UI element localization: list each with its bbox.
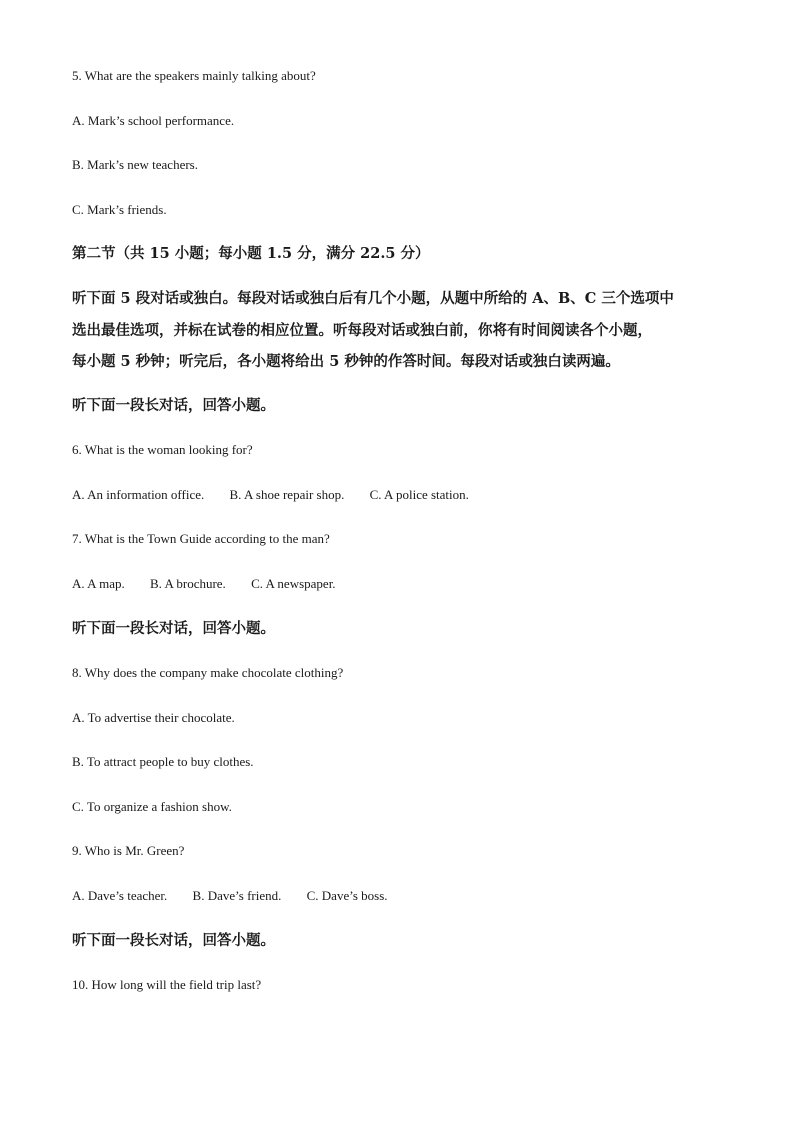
q10-question: 10. How long will the field trip last? <box>72 977 262 992</box>
q6-option-c: C. A police station. <box>369 487 469 502</box>
group3-prompt: 听下面一段长对话，回答小题。 <box>72 932 275 949</box>
instruction-line-1: 听下面 5 段对话或独白。每段对话或独白后有几个小题，从题中所给的 A、B、C 三个选项中 <box>72 290 674 307</box>
q9-option-a: A. Dave’s teacher. <box>72 888 168 903</box>
q8-question: 8. Why does the company make chocolate clothing? <box>72 665 344 680</box>
q7-options <box>72 576 336 592</box>
q6-option-a: A. An information office. <box>72 487 205 502</box>
section2-title: 第二节（共 15 小题；每小题 1.5 分，满分 22.5 分） <box>72 245 430 262</box>
instruction-line-2: 选出最佳选项，并标在试卷的相应位置。听每段对话或独白前，你将有时间阅读各个小题， <box>72 321 652 339</box>
q9-option-b: B. Dave’s friend. <box>192 888 282 903</box>
group1-prompt: 听下面一段长对话，回答小题。 <box>72 397 275 414</box>
group2-prompt: 听下面一段长对话，回答小题。 <box>72 620 275 637</box>
q6-question: 6. What is the woman looking for? <box>72 442 253 457</box>
q5-option-c: C. Mark’s friends. <box>72 202 167 217</box>
q7-question: 7. What is the Town Guide according to the man? <box>72 531 330 546</box>
q7-option-a: A. A map. <box>72 576 125 591</box>
instruction-line-3: 每小题 5 秒钟；听完后，各小题将给出 5 秒钟的作答时间。每段对话或独白读两遍。 <box>72 353 620 370</box>
q8-option-a: A. To advertise their chocolate. <box>72 710 235 725</box>
q6-option-b: B. A shoe repair shop. <box>229 487 345 502</box>
q5-option-a: A. Mark’s school performance. <box>72 113 235 128</box>
q9-option-c: C. Dave’s boss. <box>306 888 388 903</box>
q8-option-b: B. To attract people to buy clothes. <box>72 754 254 769</box>
q5-option-b: B. Mark’s new teachers. <box>72 157 198 172</box>
q7-option-c: C. A newspaper. <box>251 576 336 591</box>
q5-question: 5. What are the speakers mainly talking about? <box>72 68 316 83</box>
q8-option-c: C. To organize a fashion show. <box>72 799 232 814</box>
q6-options <box>72 487 469 503</box>
q7-option-b: B. A brochure. <box>149 576 226 591</box>
q9-options <box>72 888 388 904</box>
section2-instructions <box>72 283 732 378</box>
q9-question: 9. Who is Mr. Green? <box>72 843 185 858</box>
